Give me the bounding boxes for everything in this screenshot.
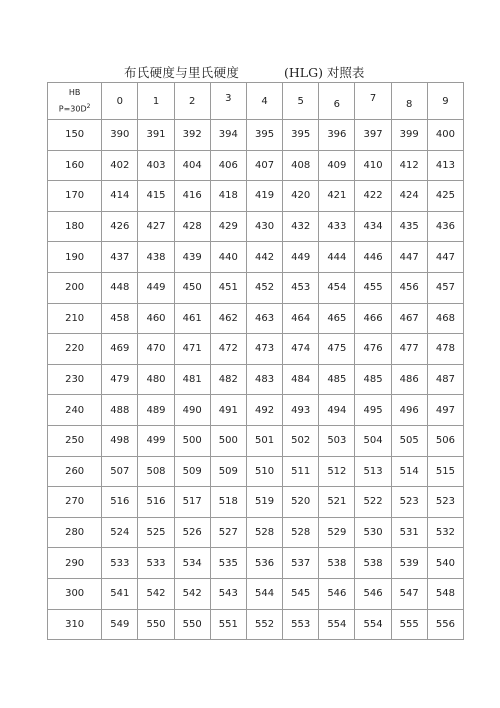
row-header-hb: 200 [48, 272, 102, 303]
row-header-hb: 310 [48, 609, 102, 640]
table-cell: 538 [319, 548, 355, 579]
table-cell: 533 [138, 548, 174, 579]
table-cell: 534 [174, 548, 210, 579]
table-cell: 496 [391, 395, 427, 426]
table-cell: 491 [210, 395, 246, 426]
table-cell: 520 [283, 487, 319, 518]
table-cell: 478 [427, 334, 463, 365]
table-cell: 449 [283, 242, 319, 273]
table-cell: 540 [427, 548, 463, 579]
row-header-hb: 260 [48, 456, 102, 487]
table-cell: 471 [174, 334, 210, 365]
table-cell: 495 [355, 395, 391, 426]
table-cell: 447 [391, 242, 427, 273]
table-cell: 517 [174, 487, 210, 518]
table-cell: 460 [138, 303, 174, 334]
table-cell: 477 [391, 334, 427, 365]
table-row [48, 609, 464, 640]
table-cell: 413 [427, 150, 463, 181]
table-cell: 523 [391, 487, 427, 518]
table-cell: 528 [283, 517, 319, 548]
table-cell: 546 [355, 578, 391, 609]
table-cell: 550 [174, 609, 210, 640]
table-cell: 500 [174, 425, 210, 456]
column-header-1: 1 [138, 83, 174, 120]
table-cell: 494 [319, 395, 355, 426]
table-cell: 501 [246, 425, 282, 456]
table-cell: 548 [427, 578, 463, 609]
table-cell: 447 [427, 242, 463, 273]
table-cell: 512 [319, 456, 355, 487]
row-header-hb: 190 [48, 242, 102, 273]
table-cell: 543 [210, 578, 246, 609]
table-row [48, 181, 464, 212]
table-cell: 516 [102, 487, 138, 518]
table-cell: 550 [138, 609, 174, 640]
table-row [48, 578, 464, 609]
table-cell: 531 [391, 517, 427, 548]
table-cell: 448 [102, 272, 138, 303]
table-cell: 425 [427, 181, 463, 212]
table-cell: 428 [174, 211, 210, 242]
table-cell: 430 [246, 211, 282, 242]
table-cell: 446 [355, 242, 391, 273]
document-title: 布氏硬度与里氏硬度 [124, 65, 240, 80]
table-cell: 412 [391, 150, 427, 181]
table-row [48, 303, 464, 334]
table-cell: 444 [319, 242, 355, 273]
table-row [48, 425, 464, 456]
table-cell: 518 [210, 487, 246, 518]
row-header-hb: 210 [48, 303, 102, 334]
table-cell: 403 [138, 150, 174, 181]
table-cell: 552 [246, 609, 282, 640]
table-cell: 465 [319, 303, 355, 334]
table-cell: 470 [138, 334, 174, 365]
table-cell: 480 [138, 364, 174, 395]
table-cell: 486 [391, 364, 427, 395]
row-header-hb: 290 [48, 548, 102, 579]
row-header-hb: 160 [48, 150, 102, 181]
table-cell: 464 [283, 303, 319, 334]
table-cell: 435 [391, 211, 427, 242]
table-cell: 416 [174, 181, 210, 212]
table-cell: 556 [427, 609, 463, 640]
table-cell: 456 [391, 272, 427, 303]
corner-label-hb: HB [68, 87, 81, 97]
table-cell: 469 [102, 334, 138, 365]
table-row [48, 242, 464, 273]
table-cell: 497 [427, 395, 463, 426]
table-cell: 554 [355, 609, 391, 640]
row-header-hb: 270 [48, 487, 102, 518]
row-header-hb: 170 [48, 181, 102, 212]
table-cell: 461 [174, 303, 210, 334]
table-cell: 507 [102, 456, 138, 487]
table-cell: 432 [283, 211, 319, 242]
table-cell: 549 [102, 609, 138, 640]
table-cell: 450 [174, 272, 210, 303]
table-cell: 537 [283, 548, 319, 579]
table-cell: 442 [246, 242, 282, 273]
table-cell: 454 [319, 272, 355, 303]
row-header-hb: 220 [48, 334, 102, 365]
table-cell: 511 [283, 456, 319, 487]
row-header-hb: 150 [48, 120, 102, 151]
table-cell: 487 [427, 364, 463, 395]
table-cell: 508 [138, 456, 174, 487]
table-cell: 395 [246, 120, 282, 151]
table-cell: 488 [102, 395, 138, 426]
table-row [48, 120, 464, 151]
table-row [48, 334, 464, 365]
table-cell: 409 [319, 150, 355, 181]
table-cell: 485 [319, 364, 355, 395]
table-cell: 519 [246, 487, 282, 518]
table-cell: 539 [391, 548, 427, 579]
table-cell: 505 [391, 425, 427, 456]
table-cell: 449 [138, 272, 174, 303]
table-cell: 390 [102, 120, 138, 151]
table-cell: 498 [102, 425, 138, 456]
table-cell: 399 [391, 120, 427, 151]
table-cell: 526 [174, 517, 210, 548]
table-cell: 483 [246, 364, 282, 395]
table-cell: 414 [102, 181, 138, 212]
table-cell: 490 [174, 395, 210, 426]
table-cell: 502 [283, 425, 319, 456]
row-header-hb: 230 [48, 364, 102, 395]
table-cell: 509 [210, 456, 246, 487]
table-cell: 500 [210, 425, 246, 456]
table-cell: 453 [283, 272, 319, 303]
table-cell: 551 [210, 609, 246, 640]
table-row [48, 548, 464, 579]
table-cell: 479 [102, 364, 138, 395]
table-cell: 472 [210, 334, 246, 365]
table-cell: 533 [102, 548, 138, 579]
table-cell: 455 [355, 272, 391, 303]
table-cell: 545 [283, 578, 319, 609]
table-cell: 400 [427, 120, 463, 151]
table-cell: 415 [138, 181, 174, 212]
table-cell: 475 [319, 334, 355, 365]
table-cell: 523 [427, 487, 463, 518]
table-cell: 422 [355, 181, 391, 212]
table-cell: 542 [174, 578, 210, 609]
table-cell: 524 [102, 517, 138, 548]
table-cell: 528 [246, 517, 282, 548]
table-cell: 516 [138, 487, 174, 518]
column-header-3: 3 [210, 83, 246, 120]
table-cell: 493 [283, 395, 319, 426]
row-header-hb: 180 [48, 211, 102, 242]
table-cell: 463 [246, 303, 282, 334]
table-cell: 474 [283, 334, 319, 365]
corner-load-exponent: 2 [86, 102, 91, 110]
table-cell: 547 [391, 578, 427, 609]
table-cell: 529 [319, 517, 355, 548]
table-cell: 437 [102, 242, 138, 273]
table-cell: 473 [246, 334, 282, 365]
document-header [0, 63, 500, 81]
table-cell: 536 [246, 548, 282, 579]
table-cell: 555 [391, 609, 427, 640]
row-header-hb: 280 [48, 517, 102, 548]
table-cell: 541 [102, 578, 138, 609]
column-header-7: 7 [355, 83, 391, 120]
table-cell: 521 [319, 487, 355, 518]
table-cell: 484 [283, 364, 319, 395]
table-cell: 407 [246, 150, 282, 181]
table-cell: 427 [138, 211, 174, 242]
table-row [48, 517, 464, 548]
table-cell: 554 [319, 609, 355, 640]
table-cell: 503 [319, 425, 355, 456]
table-cell: 514 [391, 456, 427, 487]
table-cell: 466 [355, 303, 391, 334]
table-cell: 402 [102, 150, 138, 181]
table-cell: 419 [246, 181, 282, 212]
row-header-hb: 240 [48, 395, 102, 426]
table-row [48, 364, 464, 395]
table-cell: 452 [246, 272, 282, 303]
table-cell: 439 [174, 242, 210, 273]
table-row [48, 211, 464, 242]
table-cell: 506 [427, 425, 463, 456]
table-cell: 504 [355, 425, 391, 456]
column-header-0: 0 [102, 83, 138, 120]
corner-header-cell [48, 83, 102, 120]
table-cell: 436 [427, 211, 463, 242]
table-cell: 396 [319, 120, 355, 151]
table-cell: 429 [210, 211, 246, 242]
table-cell: 391 [138, 120, 174, 151]
table-cell: 476 [355, 334, 391, 365]
table-cell: 530 [355, 517, 391, 548]
table-cell: 440 [210, 242, 246, 273]
table-cell: 510 [246, 456, 282, 487]
column-header-4: 4 [246, 83, 282, 120]
column-header-9: 9 [427, 83, 463, 120]
table-cell: 404 [174, 150, 210, 181]
table-cell: 420 [283, 181, 319, 212]
document-subtitle: (HLG) 对照表 [284, 65, 365, 80]
table-cell: 525 [138, 517, 174, 548]
table-cell: 457 [427, 272, 463, 303]
table-cell: 535 [210, 548, 246, 579]
corner-label-load [48, 100, 101, 117]
column-header-6: 6 [319, 83, 355, 120]
table-cell: 542 [138, 578, 174, 609]
table-cell: 467 [391, 303, 427, 334]
column-header-5: 5 [283, 83, 319, 120]
table-row [48, 456, 464, 487]
column-header-2: 2 [174, 83, 210, 120]
table-cell: 451 [210, 272, 246, 303]
table-cell: 492 [246, 395, 282, 426]
table-row [48, 272, 464, 303]
table-cell: 438 [138, 242, 174, 273]
table-row [48, 150, 464, 181]
table-cell: 418 [210, 181, 246, 212]
table-cell: 406 [210, 150, 246, 181]
table-header-row [48, 83, 464, 120]
row-header-hb: 250 [48, 425, 102, 456]
table-cell: 408 [283, 150, 319, 181]
table-cell: 394 [210, 120, 246, 151]
table-cell: 421 [319, 181, 355, 212]
table-cell: 458 [102, 303, 138, 334]
table-cell: 527 [210, 517, 246, 548]
table-cell: 489 [138, 395, 174, 426]
table-body [48, 83, 464, 640]
table-cell: 424 [391, 181, 427, 212]
table-cell: 392 [174, 120, 210, 151]
table-row [48, 487, 464, 518]
table-cell: 546 [319, 578, 355, 609]
table-cell: 509 [174, 456, 210, 487]
corner-load-text: P=30D [58, 104, 87, 114]
table-cell: 522 [355, 487, 391, 518]
table-cell: 485 [355, 364, 391, 395]
table-row [48, 395, 464, 426]
table-cell: 481 [174, 364, 210, 395]
table-cell: 434 [355, 211, 391, 242]
table-cell: 462 [210, 303, 246, 334]
table-cell: 426 [102, 211, 138, 242]
table-cell: 515 [427, 456, 463, 487]
column-header-8: 8 [391, 83, 427, 120]
table-cell: 397 [355, 120, 391, 151]
table-cell: 410 [355, 150, 391, 181]
table-cell: 468 [427, 303, 463, 334]
table-cell: 482 [210, 364, 246, 395]
table-cell: 433 [319, 211, 355, 242]
hardness-conversion-table [47, 82, 464, 640]
table-cell: 538 [355, 548, 391, 579]
table-cell: 553 [283, 609, 319, 640]
table-cell: 532 [427, 517, 463, 548]
table-cell: 395 [283, 120, 319, 151]
table-cell: 544 [246, 578, 282, 609]
table-cell: 513 [355, 456, 391, 487]
row-header-hb: 300 [48, 578, 102, 609]
table-cell: 499 [138, 425, 174, 456]
